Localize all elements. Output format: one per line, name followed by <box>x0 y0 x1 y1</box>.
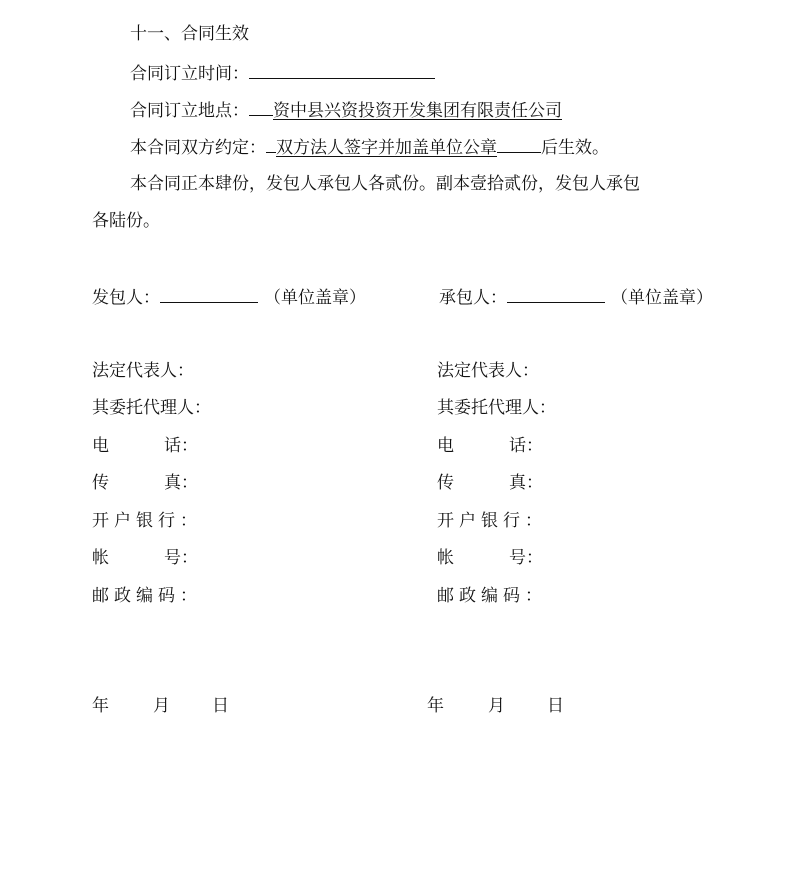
right-party-row <box>439 288 713 307</box>
right-fax-b: 真： <box>509 473 543 493</box>
effect-label: 本合同双方约定： <box>130 138 266 158</box>
left-phone-b: 话： <box>164 436 198 456</box>
right-seal-note: （单位盖章） <box>611 288 713 308</box>
right-date-month: 月 <box>488 696 505 716</box>
right-phone-b: 话： <box>509 436 543 456</box>
right-account-a: 帐 <box>437 548 454 568</box>
left-fax-b: 真： <box>164 473 198 493</box>
sign-time-blank <box>249 64 435 79</box>
left-phone-a: 电 <box>92 436 109 456</box>
right-agent: 其委托代理人： <box>437 398 556 418</box>
right-postcode: 邮政编码： <box>437 586 547 606</box>
section-title: 十一、合同生效 <box>130 24 249 44</box>
left-party-label: 发包人： <box>92 288 160 308</box>
right-fax-row <box>437 475 543 492</box>
right-phone-row <box>437 438 543 455</box>
effect-value: 双方法人签字并加盖单位公章 <box>276 138 497 158</box>
right-date-year: 年 <box>427 696 444 716</box>
right-bank: 开户银行： <box>437 511 547 531</box>
sign-place-row <box>130 101 562 120</box>
left-account-b: 号： <box>164 548 198 568</box>
right-date-row <box>427 698 564 715</box>
left-bank: 开户银行： <box>92 511 202 531</box>
left-fax-a: 传 <box>92 473 109 493</box>
sign-place-value: 资中县兴资投资开发集团有限责任公司 <box>273 101 562 121</box>
right-account-row <box>437 550 543 567</box>
effect-row <box>130 138 609 157</box>
sign-time-label: 合同订立时间： <box>130 64 249 84</box>
left-date-day: 日 <box>212 696 229 716</box>
left-party-row <box>92 288 366 307</box>
left-legal-rep: 法定代表人： <box>92 361 194 381</box>
right-phone-a: 电 <box>437 436 454 456</box>
effect-suffix: 后生效。 <box>541 138 609 158</box>
left-phone-row <box>92 438 198 455</box>
left-agent: 其委托代理人： <box>92 398 211 418</box>
copies-line-1: 本合同正本肆份，发包人承包人各贰份。副本壹拾贰份，发包人承包 <box>130 174 640 194</box>
right-party-blank <box>507 288 605 303</box>
right-date-day: 日 <box>547 696 564 716</box>
right-party-label: 承包人： <box>439 288 507 308</box>
left-seal-note: （单位盖章） <box>264 288 366 308</box>
right-account-b: 号： <box>509 548 543 568</box>
left-account-row <box>92 550 198 567</box>
left-date-row <box>92 698 229 715</box>
left-postcode: 邮政编码： <box>92 586 202 606</box>
right-fax-a: 传 <box>437 473 454 493</box>
sign-place-label: 合同订立地点： <box>130 101 249 121</box>
left-account-a: 帐 <box>92 548 109 568</box>
left-date-year: 年 <box>92 696 109 716</box>
right-legal-rep: 法定代表人： <box>437 361 539 381</box>
sign-time-row <box>130 64 435 83</box>
left-party-blank <box>160 288 258 303</box>
left-fax-row <box>92 475 198 492</box>
left-date-month: 月 <box>153 696 170 716</box>
copies-line-2: 各陆份。 <box>92 211 160 231</box>
